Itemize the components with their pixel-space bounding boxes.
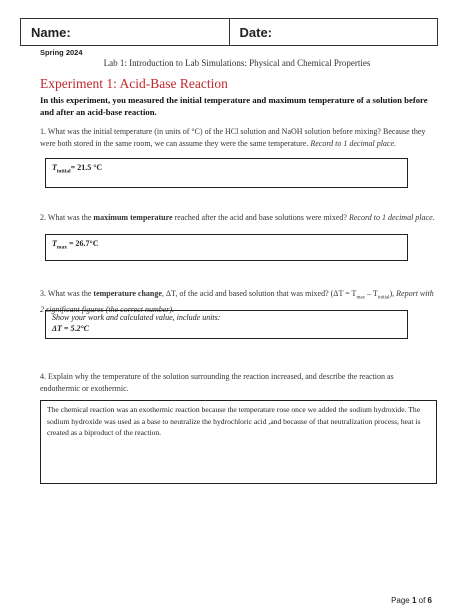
question-3-instruction: Report with 2 significant figures (the correct number). [40,289,434,315]
answer-2-label: T [52,239,57,248]
date-field[interactable] [229,19,438,45]
question-2 [40,212,435,224]
page-middle: of [416,596,428,605]
question-1-text: 1. What was the initial temperature (in units of °C) of the HCl solution and NaOH solution before mixing? Because they were both stored in the same room, we can assume they were the same temperature. [40,127,426,148]
name-field[interactable] [21,19,229,45]
answer-1-value: = 21.5 °C [70,163,103,172]
question-2-text-pre: 2. What was the [40,213,94,222]
page-current: 1 [411,596,417,605]
question-1-instruction: Record to 1 decimal place. [310,138,397,148]
page-total: 6 [427,596,432,605]
formula-start: (ΔT = T [330,289,357,298]
question-2-text-bold: maximum temperature [93,213,173,222]
page-prefix: Page [391,596,412,605]
answer-box-2[interactable] [45,234,408,261]
experiment-title: Experiment 1: Acid-Base Reaction [40,76,228,91]
answer-2-value: = 26.7°C [66,239,99,248]
name-label: Name: [31,24,71,40]
answer-box-4[interactable] [40,400,437,484]
name-date-header [20,18,438,46]
answer-3-value: ΔT = 5.2°C [52,323,89,333]
question-2-text-post: reached after the acid and base solutions were mixed? [172,213,347,222]
answer-box-1[interactable] [45,158,408,188]
question-3-text-bold: temperature change [93,289,162,298]
question-1 [40,126,435,149]
answer-3-instruction: Show your work and calculated value, include units: [52,313,221,322]
question-4: 4. Explain why the temperature of the solution surrounding the reaction increased, and describe the reaction as endothermic or exothermic. [40,372,394,393]
question-2-instruction: Record to 1 decimal place. [348,213,435,222]
question-3-formula [330,289,395,301]
question-3-text-pre: 3. What was the [40,289,94,298]
answer-1-label: T [52,163,57,172]
lab-title: Lab 1: Introduction to Lab Simulations: Physical and Chemical Properties [103,58,371,68]
formula-sub-max: max [356,295,366,301]
page-indicator [391,596,432,605]
intro-paragraph: In this experiment, you measured the initial temperature and maximum temperature of a solution before and after an acid-base reaction. [40,95,428,117]
date-label: Date: [239,24,273,40]
formula-end: ), [389,289,395,298]
answer-2-sub: max [56,244,67,251]
formula-sub-initial: initial [377,295,390,301]
formula-mid: – T [365,289,378,298]
answer-1-sub: initial [56,168,71,175]
semester-label: Spring 2024 [40,48,83,57]
answer-box-3[interactable] [45,310,408,339]
answer-4-text: The chemical reaction was an exothermic reaction because the temperature rose once we added the sodium hydroxide. The sodium hydroxide was used as a base to neutralize the hydrochloric acid ,and because of that neutralization process, heat is created as a biproduct of the reaction. [47,405,421,437]
question-3-text-post: , ΔT, of the acid and based solution that was mixed? [161,289,329,298]
